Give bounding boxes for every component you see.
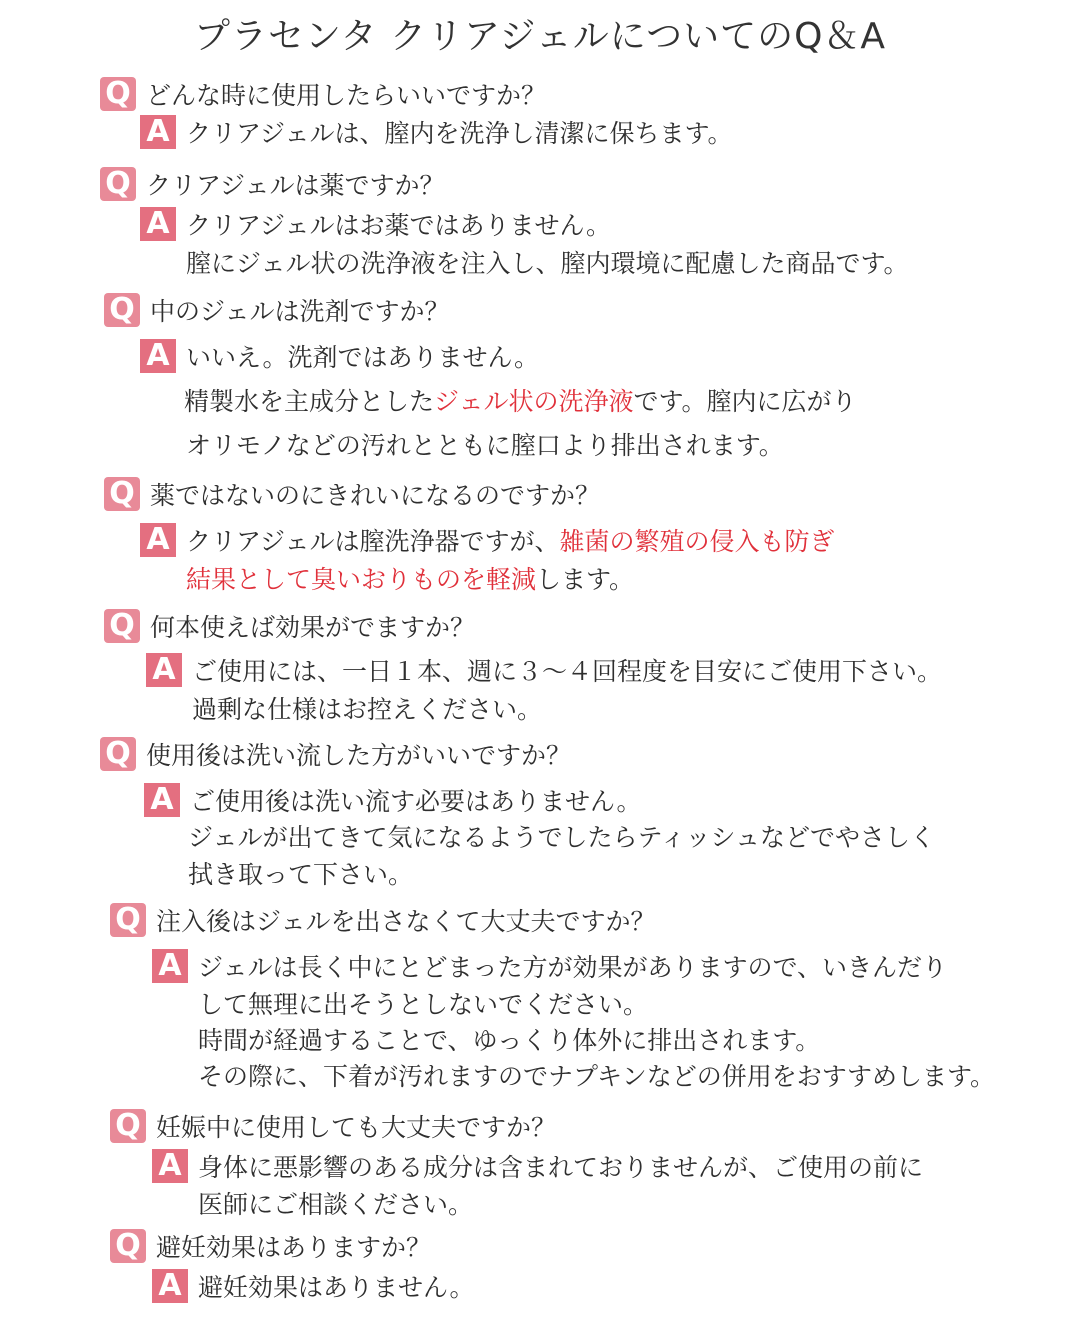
answer-text: ご使用には、一日１本、週に３～４回程度を目安にご使用下さい。 xyxy=(192,657,943,686)
question-6 xyxy=(100,736,571,772)
answer-9 xyxy=(152,1268,475,1304)
answer-7-line-3: 時間が経過することで、ゆっくり体外に排出されます。 xyxy=(198,1026,821,1055)
question-text: 中のジェルは洗剤ですか？ xyxy=(150,297,450,326)
answer-3-line-2 xyxy=(184,382,857,418)
question-2 xyxy=(100,166,445,202)
question-text: クリアジェルは薬ですか？ xyxy=(146,171,445,200)
question-text: 何本使えば効果がでますか？ xyxy=(150,613,476,642)
question-1 xyxy=(100,76,546,112)
answer-3-line-3: オリモノなどの汚れとともに膣口より排出されます。 xyxy=(186,431,784,460)
answer-text-part: クリアジェルは膣洗浄器ですが、 xyxy=(186,527,560,556)
question-text: 注入後はジェルを出さなくて大丈夫ですか？ xyxy=(156,907,656,936)
highlight-text: 雑菌の繁殖の侵入も防ぎ xyxy=(559,527,835,556)
answer-text: クリアジェルはお薬ではありません。 xyxy=(186,211,612,240)
answer-1 xyxy=(140,114,733,150)
a-badge-icon: A xyxy=(140,339,176,373)
question-text: 妊娠中に使用しても大丈夫ですか？ xyxy=(156,1113,557,1142)
question-text: どんな時に使用したらいいですか？ xyxy=(146,81,547,110)
answer-6-line-3: 拭き取って下さい。 xyxy=(188,860,414,889)
question-8 xyxy=(110,1108,556,1144)
a-badge-icon: A xyxy=(146,653,182,687)
answer-text: 身体に悪影響のある成分は含まれておりませんが、ご使用の前に xyxy=(198,1153,924,1182)
answer-3 xyxy=(140,338,539,374)
question-5 xyxy=(104,608,475,644)
question-3 xyxy=(104,292,450,328)
question-9 xyxy=(110,1228,431,1264)
answer-text-part: です。膣内に広がり xyxy=(633,387,857,416)
question-7 xyxy=(110,902,656,938)
q-badge-icon: Q xyxy=(100,77,136,111)
q-badge-icon: Q xyxy=(110,1229,146,1263)
answer-text: クリアジェルは、膣内を洗浄し清潔に保ちます。 xyxy=(186,119,733,148)
answer-8 xyxy=(152,1148,923,1184)
a-badge-icon: A xyxy=(152,949,188,983)
answer-2 xyxy=(140,206,611,242)
a-badge-icon: A xyxy=(152,1269,188,1303)
answer-5-line-2: 過剰な仕様はお控えください。 xyxy=(192,695,543,724)
answer-7-line-2: して無理に出そうとしないでください。 xyxy=(198,990,649,1019)
a-badge-icon: A xyxy=(140,115,176,149)
answer-text-part: 精製水を主成分とした xyxy=(184,387,435,416)
answer-text: ジェルは長く中にとどまった方が効果がありますので、いきんだり xyxy=(198,953,948,982)
answer-6 xyxy=(144,782,642,818)
q-badge-icon: Q xyxy=(104,293,140,327)
highlight-text: 結果として臭いおりものを軽減 xyxy=(186,565,537,594)
q-badge-icon: Q xyxy=(100,737,136,771)
question-text: 使用後は洗い流した方がいいですか？ xyxy=(146,741,572,770)
q-badge-icon: Q xyxy=(104,609,140,643)
answer-text: 避妊効果はありません。 xyxy=(198,1273,475,1302)
answer-text-part: します。 xyxy=(536,565,635,594)
q-badge-icon: Q xyxy=(100,167,136,201)
q-badge-icon: Q xyxy=(110,1109,146,1143)
answer-text: いいえ。洗剤ではありません。 xyxy=(186,343,540,372)
answer-8-line-2: 医師にご相談ください。 xyxy=(198,1190,474,1219)
a-badge-icon: A xyxy=(152,1149,188,1183)
question-text: 薬ではないのにきれいになるのですか？ xyxy=(150,481,601,510)
answer-7 xyxy=(152,948,947,984)
q-badge-icon: Q xyxy=(110,903,146,937)
a-badge-icon: A xyxy=(144,783,180,817)
answer-4-line-2 xyxy=(186,560,634,596)
highlight-text: ジェル状の洗浄液 xyxy=(434,387,634,416)
answer-2-line-2: 膣にジェル状の洗浄液を注入し、膣内環境に配慮した商品です。 xyxy=(186,249,909,278)
question-4 xyxy=(104,476,600,512)
question-text: 避妊効果はありますか？ xyxy=(156,1233,432,1262)
q-badge-icon: Q xyxy=(104,477,140,511)
answer-5 xyxy=(146,652,942,688)
answer-6-line-2: ジェルが出てきて気になるようでしたらティッシュなどでやさしく xyxy=(188,823,936,852)
answer-text: ご使用後は洗い流す必要はありません。 xyxy=(190,787,642,816)
a-badge-icon: A xyxy=(140,523,176,557)
answer-7-line-4: その際に、下着が汚れますのでナプキンなどの併用をおすすめします。 xyxy=(198,1062,996,1091)
a-badge-icon: A xyxy=(140,207,176,241)
answer-text xyxy=(186,522,835,558)
page-title: プラセンタ クリアジェルについてのQ＆A xyxy=(193,16,887,57)
answer-4 xyxy=(140,522,835,558)
